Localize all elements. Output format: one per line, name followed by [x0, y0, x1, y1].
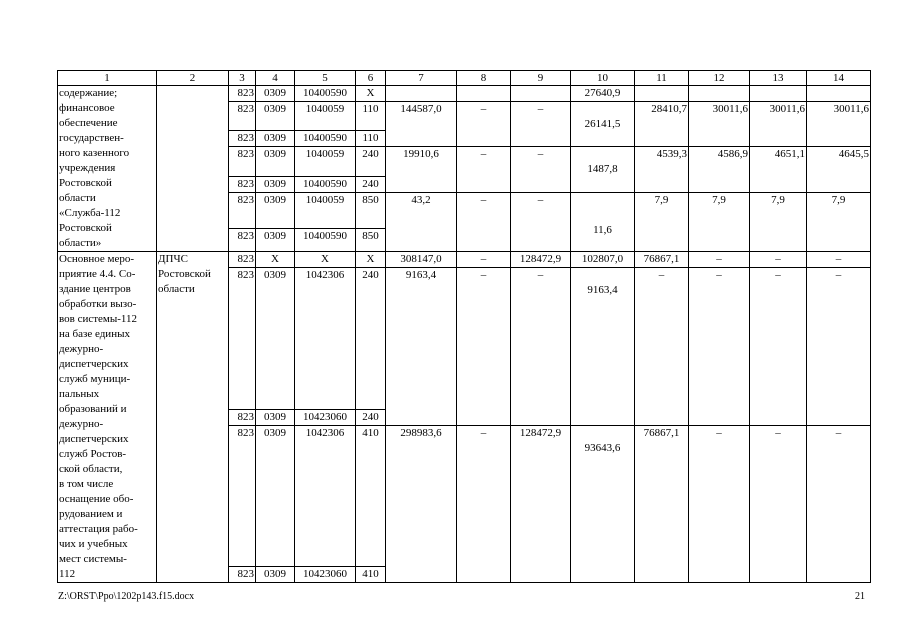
value-cell: 43,2 — [386, 192, 457, 251]
column-number-row — [58, 71, 871, 86]
organization-line: ДПЧС — [158, 253, 188, 265]
table-row — [58, 86, 871, 102]
code-cell: 823 — [229, 268, 256, 410]
value-cell: 4645,5 — [807, 147, 871, 192]
code-cell: 823 — [229, 252, 256, 268]
description-line: в том числе — [59, 478, 114, 490]
value-cell: 298983,6 — [386, 425, 457, 583]
value-cell: 144587,0 — [386, 102, 457, 147]
description-line: области — [59, 192, 96, 204]
code-cell: X — [356, 86, 386, 102]
code-cell: 10400590 — [295, 131, 356, 147]
code-cell: 0309 — [256, 567, 295, 583]
code-cell: 10400590 — [295, 86, 356, 102]
code-cell: 110 — [356, 131, 386, 147]
description-line: ного казенного — [59, 147, 130, 159]
code-cell: 1042306 — [295, 268, 356, 410]
code-cell: X — [356, 252, 386, 268]
description-line: на базе единых — [59, 328, 130, 340]
code-cell: 10423060 — [295, 409, 356, 425]
value-cell: – — [511, 268, 571, 426]
value-cell: 7,9 — [807, 192, 871, 251]
description-line: служб Ростов- — [59, 448, 127, 460]
description-line: ской области, — [59, 463, 123, 475]
code-cell: 240 — [356, 147, 386, 176]
column-header: 3 — [229, 71, 256, 86]
value-cell: – — [750, 252, 807, 268]
value-cell: – — [457, 102, 511, 147]
description-line: «Служба-112 — [59, 207, 121, 219]
code-cell: 0309 — [256, 268, 295, 410]
column-header: 14 — [807, 71, 871, 86]
code-cell: 850 — [356, 229, 386, 252]
value-cell: – — [689, 252, 750, 268]
description-cell — [58, 252, 157, 583]
value-text: 1487,8 — [587, 163, 618, 176]
value-cell: – — [635, 268, 689, 426]
column-header: 8 — [457, 71, 511, 86]
value-cell — [635, 86, 689, 102]
description-line: аттестация рабо- — [59, 523, 138, 535]
code-cell: 1042306 — [295, 425, 356, 567]
code-cell: 823 — [229, 147, 256, 176]
value-cell: – — [689, 425, 750, 583]
description-line: дежурно- — [59, 418, 104, 430]
description-line: мест системы- — [59, 553, 127, 565]
description-line: дежурно- — [59, 343, 104, 355]
value-text: 9163,4 — [587, 284, 618, 296]
value-cell: – — [750, 425, 807, 583]
value-cell: 7,9 — [689, 192, 750, 251]
code-cell: 240 — [356, 268, 386, 410]
description-line: обеспечение — [59, 117, 118, 129]
value-cell — [457, 86, 511, 102]
code-cell: 0309 — [256, 147, 295, 176]
code-cell: 110 — [356, 102, 386, 131]
value-cell — [571, 268, 635, 426]
code-cell: X — [256, 252, 295, 268]
description-line: диспетчерских — [59, 433, 129, 445]
code-cell: 410 — [356, 567, 386, 583]
description-line: 112 — [59, 568, 76, 580]
value-cell: 7,9 — [750, 192, 807, 251]
value-cell: – — [511, 102, 571, 147]
description-line: пальных — [59, 388, 100, 400]
value-cell — [511, 86, 571, 102]
description-line: учреждения — [59, 162, 116, 174]
code-cell: 240 — [356, 176, 386, 192]
description-line: чих и учебных — [59, 538, 128, 550]
value-cell: – — [807, 425, 871, 583]
page-number: 21 — [855, 591, 865, 602]
description-line: Ростовской — [59, 222, 112, 234]
column-header: 9 — [511, 71, 571, 86]
code-cell: 1040059 — [295, 192, 356, 228]
code-cell: 0309 — [256, 229, 295, 252]
code-cell: 10400590 — [295, 176, 356, 192]
value-cell: 4651,1 — [750, 147, 807, 192]
code-cell: 0309 — [256, 102, 295, 131]
description-line: вов системы-112 — [59, 313, 138, 325]
description-line: обработки вызо- — [59, 298, 137, 310]
value-cell: 4586,9 — [689, 147, 750, 192]
code-cell: 0309 — [256, 131, 295, 147]
code-cell: 1040059 — [295, 102, 356, 131]
description-cell — [58, 86, 157, 252]
code-cell: 823 — [229, 425, 256, 567]
code-cell: 823 — [229, 86, 256, 102]
value-cell: 28410,7 — [635, 102, 689, 147]
value-cell: – — [457, 268, 511, 426]
value-cell — [750, 86, 807, 102]
value-cell: 9163,4 — [386, 268, 457, 426]
value-cell: 128472,9 — [511, 425, 571, 583]
value-cell — [689, 86, 750, 102]
value-cell: 102807,0 — [571, 252, 635, 268]
code-cell: 823 — [229, 102, 256, 131]
table-row — [58, 252, 871, 268]
value-cell: – — [457, 192, 511, 251]
value-cell: – — [750, 268, 807, 426]
code-cell: 0309 — [256, 425, 295, 567]
description-line: финансовое — [59, 102, 115, 114]
column-header: 7 — [386, 71, 457, 86]
description-line: Ростовской — [59, 177, 112, 189]
description-line: приятие 4.4. Со- — [59, 268, 136, 280]
description-line: государствен- — [59, 132, 124, 144]
value-cell: 76867,1 — [635, 425, 689, 583]
description-line: содержание; — [59, 87, 118, 99]
code-cell: 823 — [229, 176, 256, 192]
value-cell: – — [807, 268, 871, 426]
column-header: 13 — [750, 71, 807, 86]
value-cell: 128472,9 — [511, 252, 571, 268]
code-cell: 0309 — [256, 176, 295, 192]
description-line: образований и — [59, 403, 127, 415]
value-text: 26141,5 — [584, 118, 621, 130]
value-cell — [571, 425, 635, 583]
value-cell: – — [511, 192, 571, 251]
code-cell: 823 — [229, 409, 256, 425]
column-header: 4 — [256, 71, 295, 86]
value-cell: 308147,0 — [386, 252, 457, 268]
column-header: 1 — [58, 71, 157, 86]
description-line: здание центров — [59, 283, 131, 295]
code-cell: X — [295, 252, 356, 268]
value-cell: – — [457, 147, 511, 192]
code-cell: 823 — [229, 567, 256, 583]
code-cell: 850 — [356, 192, 386, 228]
value-cell: – — [511, 147, 571, 192]
column-header: 5 — [295, 71, 356, 86]
code-cell: 10400590 — [295, 229, 356, 252]
value-cell — [386, 86, 457, 102]
description-line: диспетчерских — [59, 358, 129, 370]
value-cell: 76867,1 — [635, 252, 689, 268]
budget-table — [57, 70, 871, 583]
code-cell: 0309 — [256, 192, 295, 228]
value-cell: – — [457, 252, 511, 268]
value-cell: 30011,6 — [689, 102, 750, 147]
description-line: рудованием и — [59, 508, 123, 520]
value-cell: – — [457, 425, 511, 583]
value-cell — [807, 86, 871, 102]
column-header: 10 — [571, 71, 635, 86]
code-cell: 823 — [229, 131, 256, 147]
code-cell: 240 — [356, 409, 386, 425]
value-text: 11,6 — [593, 223, 612, 236]
code-cell: 1040059 — [295, 147, 356, 176]
column-header: 2 — [157, 71, 229, 86]
code-cell: 0309 — [256, 409, 295, 425]
organization-line: Ростовской — [158, 268, 211, 280]
organization-line: области — [158, 283, 195, 295]
value-cell — [571, 147, 635, 192]
column-header: 12 — [689, 71, 750, 86]
value-cell — [571, 102, 635, 147]
value-cell: 19910,6 — [386, 147, 457, 192]
column-header: 6 — [356, 71, 386, 86]
value-text: 93643,6 — [584, 441, 621, 454]
value-cell: – — [689, 268, 750, 426]
description-line: Основное меро- — [59, 253, 135, 265]
file-path: Z:\ORST\Ppo\1202p143.f15.docx — [58, 591, 195, 602]
code-cell: 0309 — [256, 86, 295, 102]
description-line: служб муници- — [59, 373, 131, 385]
description-line: области» — [59, 237, 102, 249]
value-cell: 30011,6 — [750, 102, 807, 147]
organization-cell — [157, 86, 229, 252]
code-cell: 823 — [229, 192, 256, 228]
value-cell: 27640,9 — [571, 86, 635, 102]
value-cell — [571, 192, 635, 251]
description-line: оснащение обо- — [59, 493, 134, 505]
code-cell: 823 — [229, 229, 256, 252]
value-cell: 4539,3 — [635, 147, 689, 192]
organization-cell — [157, 252, 229, 583]
value-cell: 30011,6 — [807, 102, 871, 147]
code-cell: 10423060 — [295, 567, 356, 583]
code-cell: 410 — [356, 425, 386, 567]
column-header: 11 — [635, 71, 689, 86]
value-cell: 7,9 — [635, 192, 689, 251]
value-cell: – — [807, 252, 871, 268]
